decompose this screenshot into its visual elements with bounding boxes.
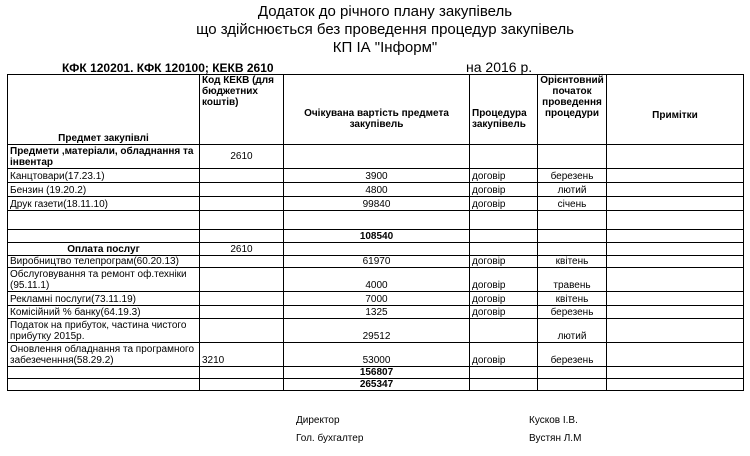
cell-start: березень — [538, 169, 607, 183]
col-header-notes: Примітки — [607, 75, 744, 145]
cell-start — [538, 230, 607, 243]
cell-procedure: договір — [470, 343, 538, 367]
cell-kekv — [200, 230, 284, 243]
cell-kekv: 2610 — [200, 145, 284, 169]
cell-notes — [607, 343, 744, 367]
cell-cost — [284, 243, 470, 256]
cell-kekv — [200, 268, 284, 292]
accountant-title: Гол. бухгалтер — [296, 433, 364, 444]
cell-start: березень — [538, 343, 607, 367]
cell-kekv — [200, 319, 284, 343]
cell-notes — [607, 268, 744, 292]
cell-start: лютий — [538, 183, 607, 197]
cell-subject — [8, 367, 200, 379]
cell-kekv — [200, 367, 284, 379]
table-row — [8, 243, 744, 256]
cell-notes — [607, 367, 744, 379]
cell-kekv — [200, 169, 284, 183]
cell-notes — [607, 292, 744, 306]
cell-start: квітень — [538, 292, 607, 306]
table-row — [8, 343, 744, 367]
table-row — [8, 183, 744, 197]
cell-subject: Податок на прибуток, частина чистого прибутку 2015р. — [8, 319, 200, 343]
cell-subject — [8, 379, 200, 391]
cell-subject — [8, 230, 200, 243]
table-row — [8, 145, 744, 169]
cell-cost: 7000 — [284, 292, 470, 306]
table-row — [8, 169, 744, 183]
cell-notes — [607, 211, 744, 230]
kfk-code: КФК 120201. КФК 120100; КЕКВ 2610 — [62, 61, 274, 75]
cell-cost: 4800 — [284, 183, 470, 197]
cell-subject: Виробництво телепрограм(60.20.13) — [8, 256, 200, 268]
table-row — [8, 256, 744, 268]
cell-cost: 1325 — [284, 306, 470, 319]
doc-title-line2: що здійснюється без проведення процедур закупівель — [196, 21, 574, 38]
cell-procedure — [470, 230, 538, 243]
cell-notes — [607, 183, 744, 197]
col-header-start: Орієнтовний початок проведення процедури — [538, 75, 607, 145]
cell-procedure: договір — [470, 169, 538, 183]
cell-cost: 53000 — [284, 343, 470, 367]
table-row — [8, 292, 744, 306]
cell-subject: Рекламні послуги(73.11.19) — [8, 292, 200, 306]
cell-kekv — [200, 292, 284, 306]
cell-subject: Оплата послуг — [8, 243, 200, 256]
doc-title-line1: Додаток до річного плану закупівель — [257, 3, 513, 20]
director-title: Директор — [296, 415, 340, 426]
cell-cost: 156807 — [284, 367, 470, 379]
cell-kekv — [200, 379, 284, 391]
cell-notes — [607, 256, 744, 268]
cell-cost: 29512 — [284, 319, 470, 343]
cell-start: січень — [538, 197, 607, 211]
cell-cost: 3900 — [284, 169, 470, 183]
cell-start: травень — [538, 268, 607, 292]
cell-procedure — [470, 243, 538, 256]
cell-kekv — [200, 183, 284, 197]
table-row — [8, 230, 744, 243]
cell-notes — [607, 319, 744, 343]
cell-start: лютий — [538, 319, 607, 343]
cell-cost — [284, 211, 470, 230]
plan-year: на 2016 р. — [466, 59, 533, 75]
table-row — [8, 268, 744, 292]
cell-procedure: договір — [470, 292, 538, 306]
cell-cost — [284, 145, 470, 169]
cell-subject: Предмети ,матеріали, обладнання та інвентар — [8, 145, 200, 169]
table-row — [8, 211, 744, 230]
table-row — [8, 306, 744, 319]
col-header-procedure: Процедура закупівель — [470, 75, 538, 145]
cell-subject: Друк газети(18.11.10) — [8, 197, 200, 211]
accountant-name: Вустян Л.М — [529, 433, 582, 444]
cell-kekv — [200, 256, 284, 268]
cell-start: березень — [538, 306, 607, 319]
col-header-cost: Очікувана вартість предмета закупівель — [284, 75, 470, 145]
cell-notes — [607, 169, 744, 183]
cell-notes — [607, 230, 744, 243]
cell-notes — [607, 379, 744, 391]
cell-subject: Оновлення обладнання та програмного забезеченння(58.29.2) — [8, 343, 200, 367]
cell-subject: Канцтовари(17.23.1) — [8, 169, 200, 183]
doc-title-line3: КП ІА "Інформ" — [332, 39, 438, 56]
cell-start — [538, 367, 607, 379]
cell-kekv — [200, 306, 284, 319]
cell-notes — [607, 306, 744, 319]
cell-kekv: 2610 — [200, 243, 284, 256]
cell-cost: 99840 — [284, 197, 470, 211]
cell-procedure: договір — [470, 306, 538, 319]
cell-procedure — [470, 367, 538, 379]
table-row — [8, 367, 744, 379]
cell-start — [538, 379, 607, 391]
table-row — [8, 197, 744, 211]
cell-kekv — [200, 211, 284, 230]
cell-subject — [8, 211, 200, 230]
header-row — [8, 75, 744, 145]
cell-cost: 61970 — [284, 256, 470, 268]
cell-subject: Комісійний % банку(64.19.3) — [8, 306, 200, 319]
cell-kekv — [200, 197, 284, 211]
cell-procedure: договір — [470, 256, 538, 268]
cell-subject: Бензин (19.20.2) — [8, 183, 200, 197]
cell-cost: 108540 — [284, 230, 470, 243]
cell-procedure — [470, 319, 538, 343]
cell-procedure: договір — [470, 268, 538, 292]
col-header-subject: Предмет закупівлі — [8, 75, 200, 145]
cell-procedure: договір — [470, 183, 538, 197]
cell-procedure — [470, 145, 538, 169]
cell-start — [538, 211, 607, 230]
procurement-table — [7, 74, 744, 391]
cell-procedure — [470, 211, 538, 230]
cell-notes — [607, 197, 744, 211]
cell-procedure: договір — [470, 197, 538, 211]
cell-subject: Обслуговування та ремонт оф.техніки (95.11.1) — [8, 268, 200, 292]
cell-start: квітень — [538, 256, 607, 268]
col-header-kekv: Код КЕКВ (для бюджетних коштів) — [200, 75, 284, 145]
cell-notes — [607, 243, 744, 256]
cell-start — [538, 145, 607, 169]
cell-cost: 4000 — [284, 268, 470, 292]
cell-kekv: 3210 — [200, 343, 284, 367]
director-name: Кусков І.В. — [529, 415, 578, 426]
cell-notes — [607, 145, 744, 169]
table-row — [8, 319, 744, 343]
cell-start — [538, 243, 607, 256]
cell-cost: 265347 — [284, 379, 470, 391]
table-row — [8, 379, 744, 391]
cell-procedure — [470, 379, 538, 391]
